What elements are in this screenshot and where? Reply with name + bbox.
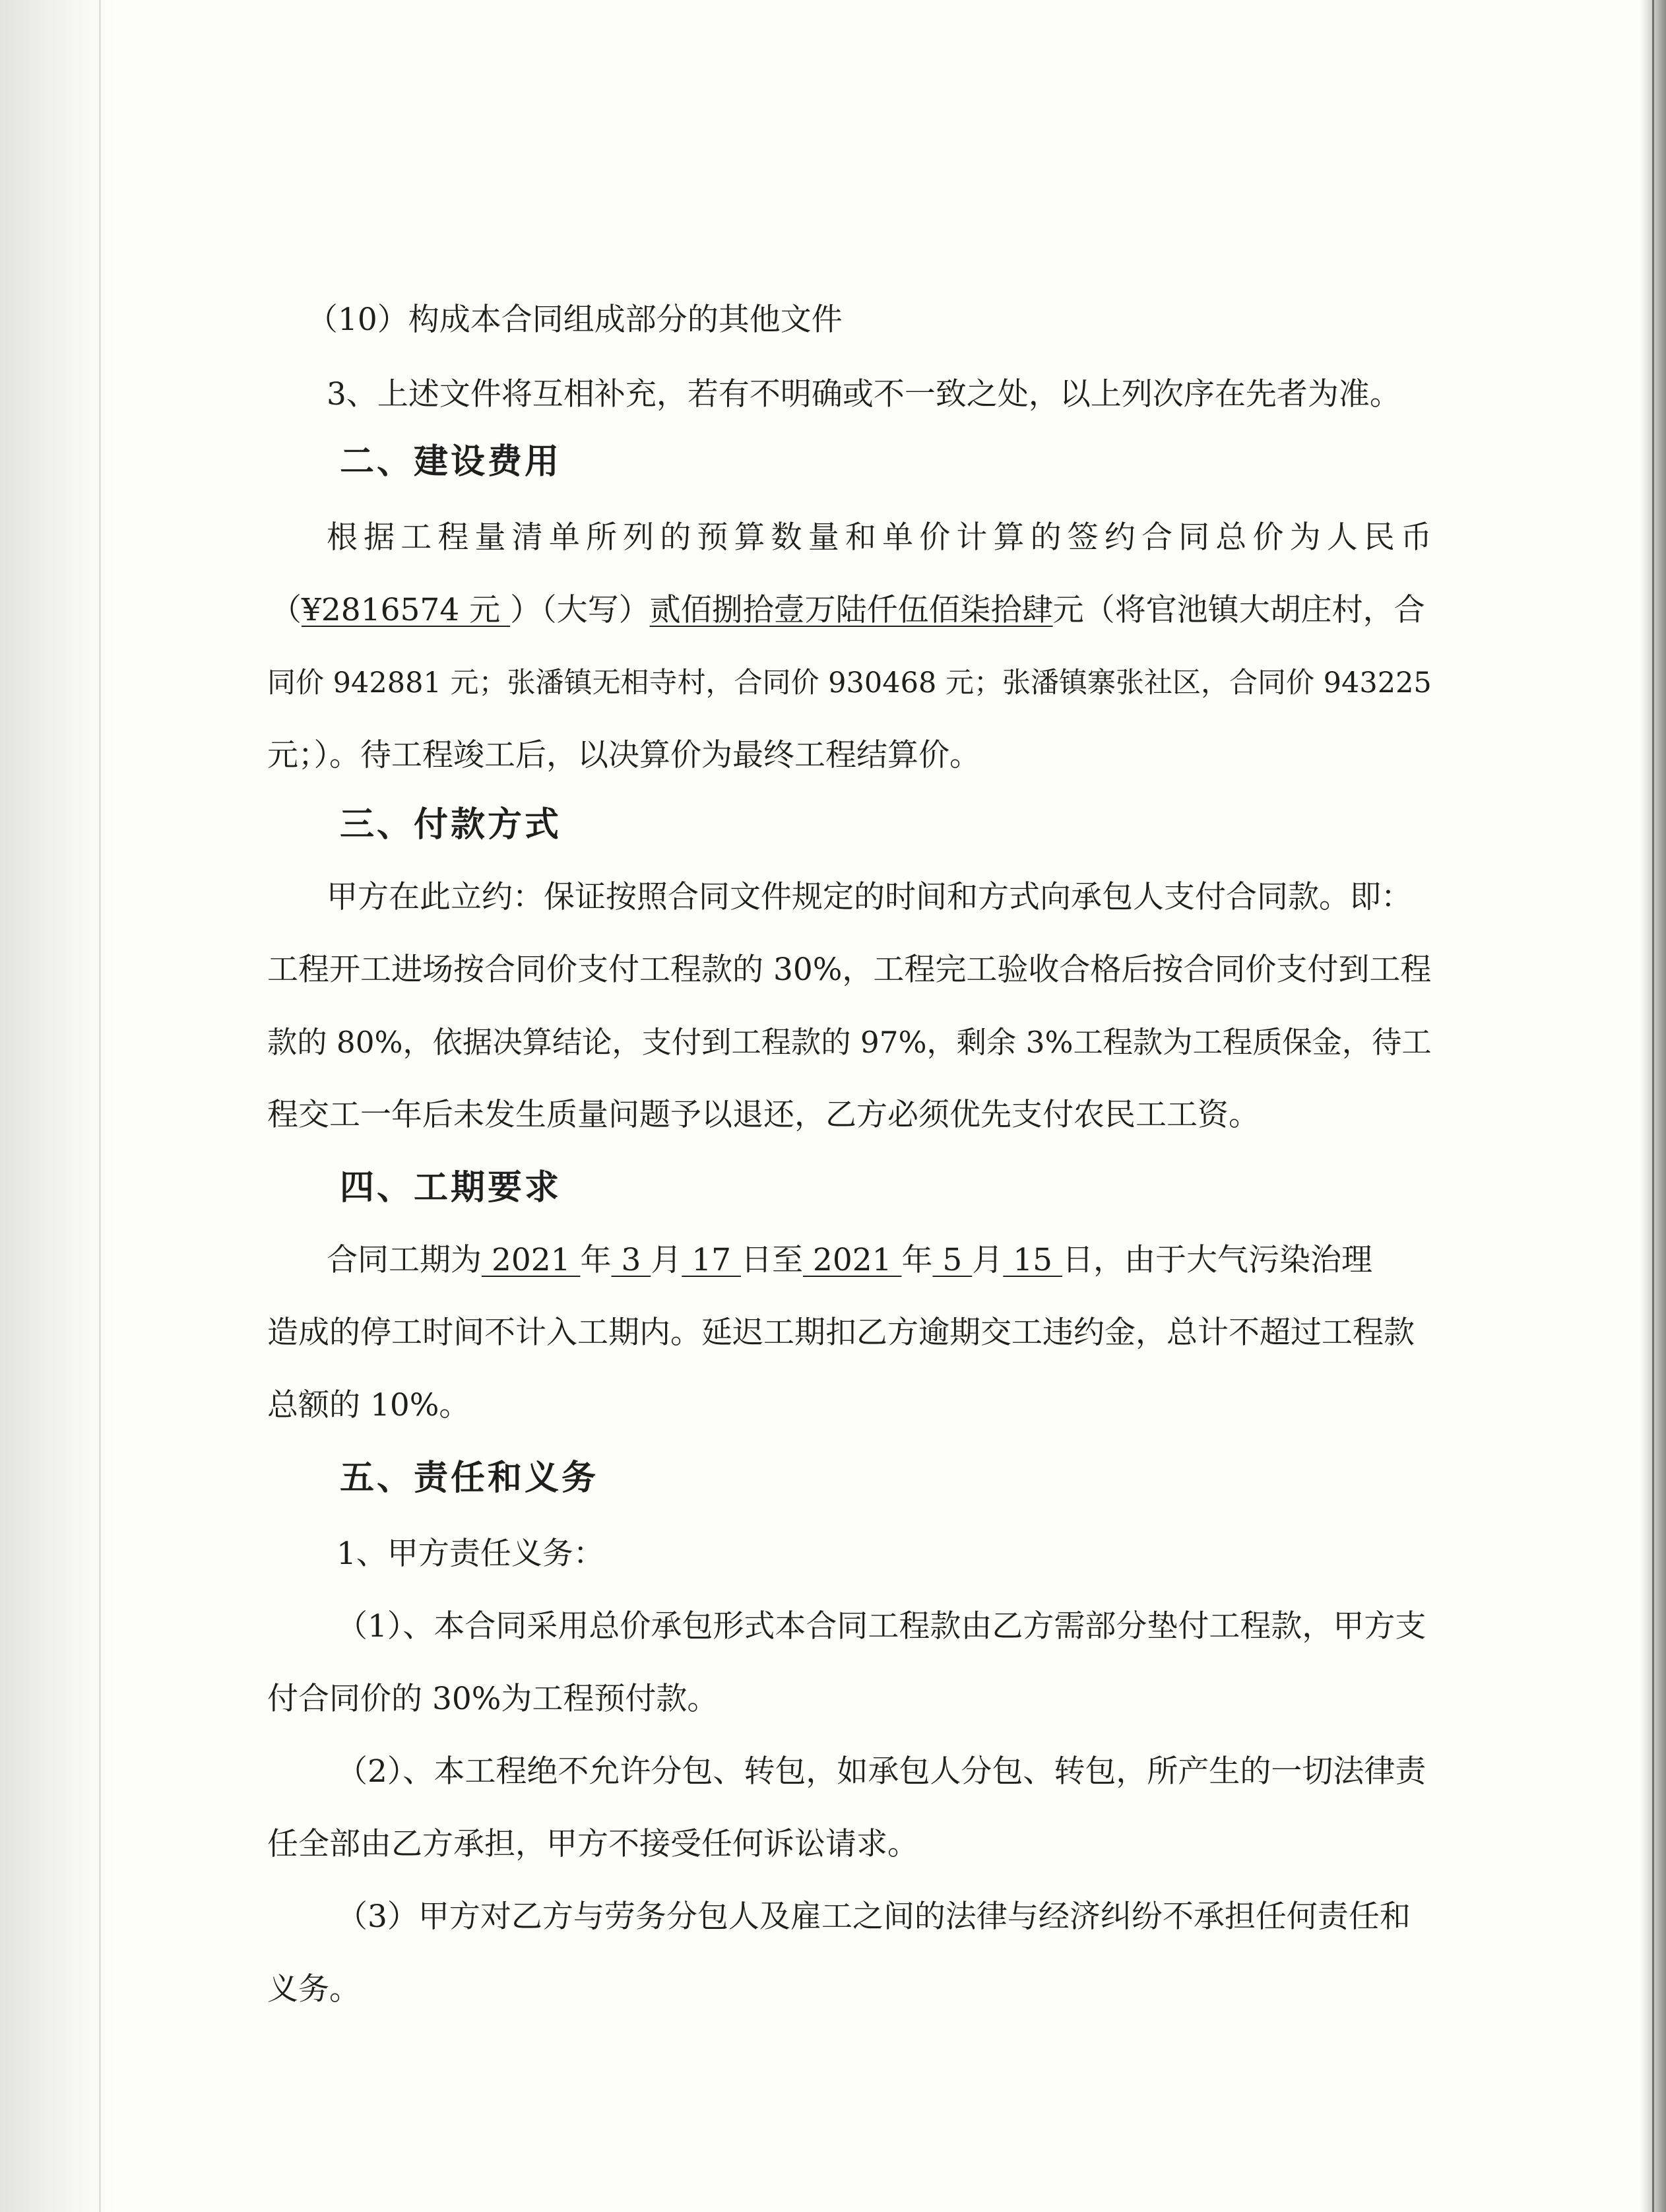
paragraph-text: 年 (901, 1242, 933, 1278)
section-heading-payment-method: 三、付款方式 (340, 805, 562, 845)
paragraph-line: 根据工程量清单所列的预算数量和单价计算的签约合同总价为人民币 (327, 519, 1432, 556)
end-day: 15 (1003, 1242, 1062, 1278)
paragraph-text: （ (271, 592, 302, 628)
paragraph-text: 合同工期为 (327, 1242, 482, 1278)
paragraph-text: 元（将官池镇大胡庄村，合 (1052, 592, 1425, 628)
list-item-10: （10）构成本合同组成部分的其他文件 (307, 302, 843, 338)
clause-line: 任全部由乙方承担，甲方不接受任何诉讼请求。 (267, 1826, 918, 1862)
paragraph-line (327, 1241, 1372, 1280)
paragraph-text: 月 (972, 1242, 1004, 1278)
paragraph-line: 同价 942881 元；张潘镇无相寺村，合同价 930468 元；张潘镇寨张社区，合同价 943225 (267, 667, 1432, 699)
paragraph-text: 年 (580, 1242, 612, 1278)
paragraph-text: ）（大写） (510, 592, 650, 628)
paragraph-line (271, 591, 1425, 630)
clause-line: （3）甲方对乙方与劳务分包人及雇工之间的法律与经济纠纷不承担任何责任和 (336, 1899, 1411, 1935)
list-item-3: 3、上述文件将互相补充，若有不明确或不一致之处，以上列次序在先者为准。 (327, 376, 1401, 412)
contract-amount-figure: ¥2816574 元 (302, 592, 511, 628)
binding-line (99, 0, 101, 2212)
paragraph-line: 总额的 10%。 (267, 1387, 470, 1423)
paragraph-line: 程交工一年后未发生质量问题予以退还，乙方必须优先支付农民工工资。 (267, 1097, 1260, 1133)
start-day: 17 (682, 1242, 741, 1278)
paragraph-line: 款的 80%，依据决算结论，支付到工程款的 97%，剩余 3%工程款为工程质保金，待工 (267, 1025, 1432, 1060)
paragraph-line: 甲方在此立约：保证按照合同文件规定的时间和方式向承包人支付合同款。即： (327, 879, 1412, 915)
section-heading-schedule: 四、工期要求 (340, 1168, 562, 1208)
page-edge (1652, 0, 1654, 2212)
end-year: 2021 (802, 1242, 902, 1278)
section-heading-responsibilities: 五、责任和义务 (340, 1458, 599, 1498)
subsection-title: 1、甲方责任义务： (336, 1536, 604, 1572)
paragraph-text: 日，由于大气污染治理 (1062, 1242, 1372, 1278)
contract-amount-words: 贰佰捌拾壹万陆仟伍佰柒拾肆 (649, 592, 1053, 628)
start-year: 2021 (482, 1242, 581, 1278)
paragraph-text: 日至 (740, 1242, 803, 1278)
end-month: 5 (932, 1242, 973, 1278)
paragraph-text: 月 (651, 1242, 682, 1278)
paragraph-line: 造成的停工时间不计入工期内。延迟工期扣乙方逾期交工违约金，总计不超过工程款 (267, 1315, 1415, 1351)
clause-line: （2）、本工程绝不允许分包、转包，如承包人分包、转包，所产生的一切法律责 (336, 1753, 1426, 1790)
clause-line: 付合同价的 30%为工程预付款。 (267, 1681, 719, 1717)
paragraph-line: 元；）。待工程竣工后，以决算价为最终工程结算价。 (267, 737, 980, 773)
binding-shadow (0, 0, 115, 2212)
clause-line: （1）、本合同采用总价承包形式本合同工程款由乙方需部分垫付工程款，甲方支 (336, 1608, 1426, 1644)
paragraph-line: 工程开工进场按合同价支付工程款的 30%，工程完工验收合格后按合同价支付到工程 (267, 952, 1432, 988)
start-month: 3 (611, 1242, 651, 1278)
clause-line: 义务。 (267, 1971, 360, 2007)
section-heading-construction-cost: 二、建设费用 (340, 442, 562, 482)
